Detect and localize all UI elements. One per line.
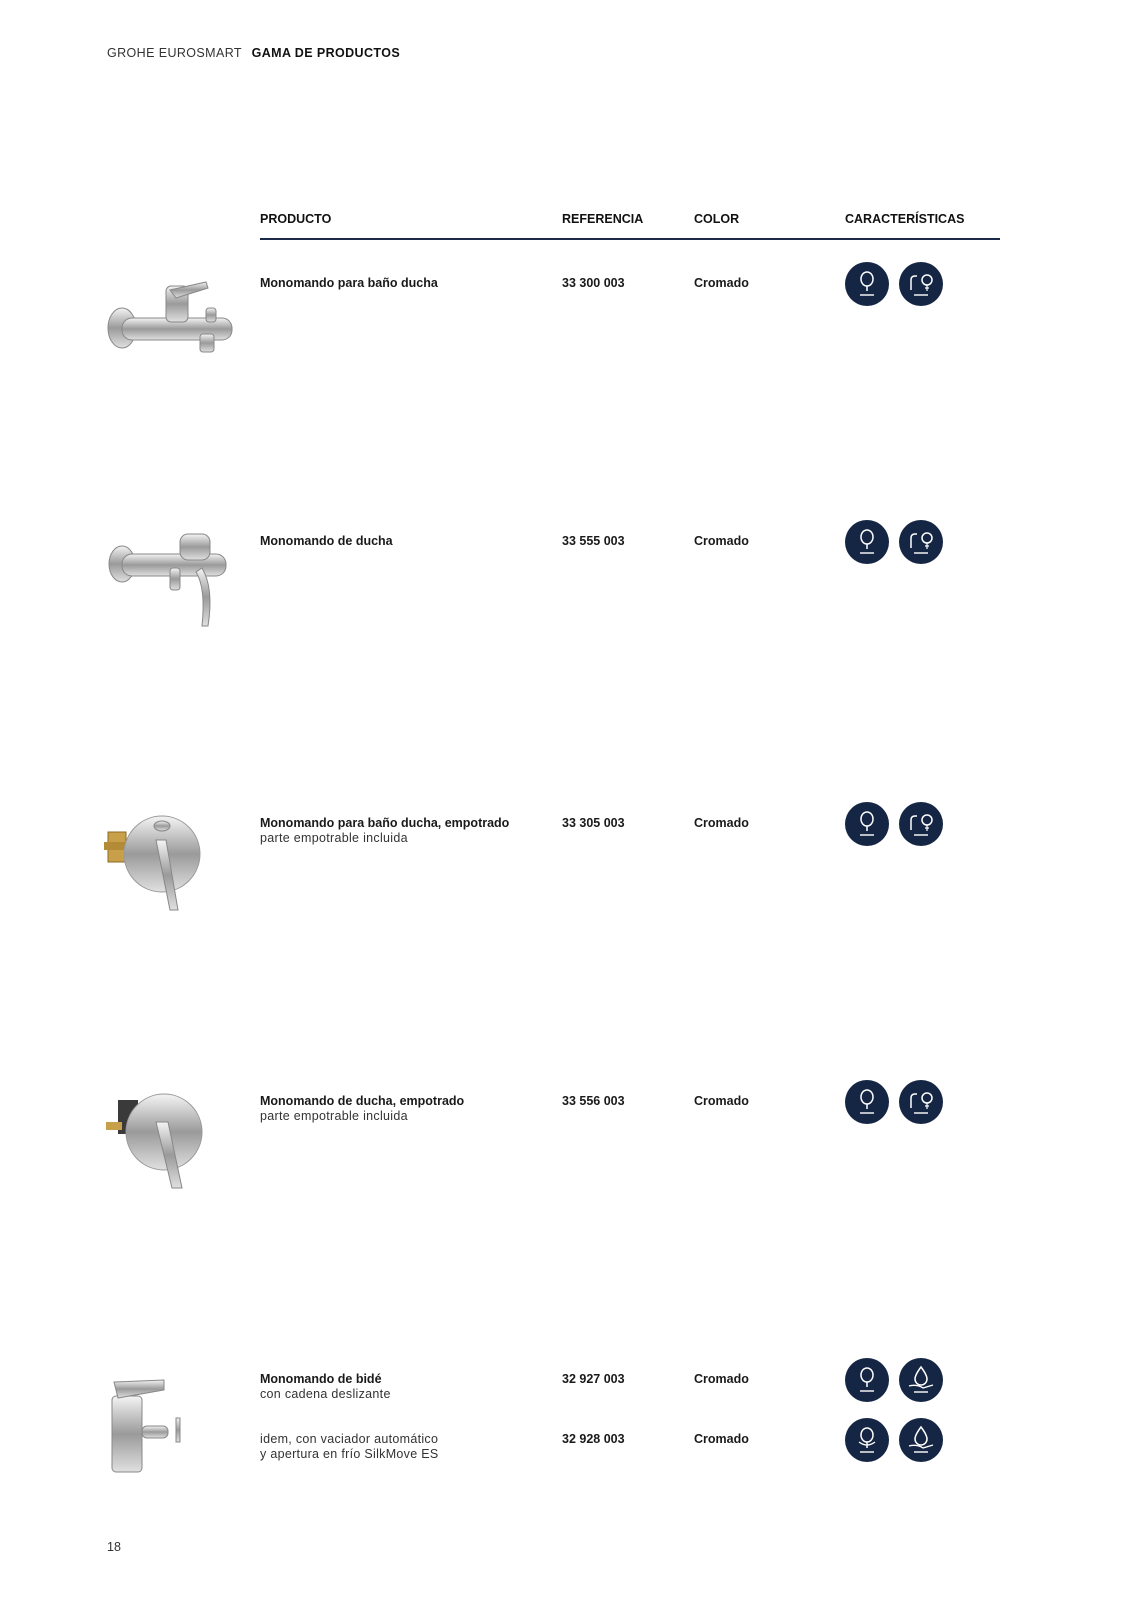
product-color: Cromado [694, 1094, 749, 1108]
water-drop-hand-icon [899, 1358, 943, 1402]
feature-icons [845, 802, 943, 846]
product-ref: 33 305 003 [562, 816, 625, 830]
product-color: Cromado [694, 534, 749, 548]
bidet-mixer-image [104, 1376, 244, 1476]
product-name: idem, con vaciador automático y apertura en frío SilkMove ES [260, 1432, 439, 1461]
table-header [260, 212, 1000, 240]
page-number: 18 [107, 1540, 121, 1554]
feature-icons [845, 262, 943, 306]
col-color: COLOR [694, 212, 740, 226]
product-color: Cromado [694, 1432, 749, 1446]
concealed-shower-mixer-image [104, 1092, 244, 1192]
product-color: Cromado [694, 816, 749, 830]
feature-icons [845, 1080, 943, 1124]
product-color: Cromado [694, 276, 749, 290]
cold-start-icon [845, 1418, 889, 1462]
shower-mixer-image [104, 528, 244, 628]
starlight-chrome-icon [845, 802, 889, 846]
starlight-chrome-icon [845, 1358, 889, 1402]
header-brand: GROHE EUROSMART [107, 46, 242, 60]
product-ref: 32 927 003 [562, 1372, 625, 1386]
product-color: Cromado [694, 1372, 749, 1386]
product-ref: 33 300 003 [562, 276, 625, 290]
col-producto: PRODUCTO [260, 212, 332, 226]
product-name: Monomando para baño ducha, empotrado parte empotrable incluida [260, 816, 510, 845]
product-name: Monomando de ducha, empotrado parte empotrable incluida [260, 1094, 465, 1123]
col-caracteristicas: CARACTERÍSTICAS [845, 212, 965, 226]
feature-icons [845, 1358, 943, 1402]
product-ref: 33 556 003 [562, 1094, 625, 1108]
feature-icons [845, 520, 943, 564]
page-header [107, 46, 400, 60]
ecojoy-mixer-icon [899, 1080, 943, 1124]
starlight-chrome-icon [845, 262, 889, 306]
col-referencia: REFERENCIA [562, 212, 644, 226]
product-name: Monomando de bidé con cadena deslizante [260, 1372, 391, 1401]
product-ref: 32 928 003 [562, 1432, 625, 1446]
concealed-bath-shower-mixer-image [104, 814, 244, 914]
water-drop-hand-icon [899, 1418, 943, 1462]
product-name: Monomando de ducha [260, 534, 393, 548]
product-ref: 33 555 003 [562, 534, 625, 548]
feature-icons [845, 1418, 943, 1462]
product-name: Monomando para baño ducha [260, 276, 438, 290]
starlight-chrome-icon [845, 1080, 889, 1124]
starlight-chrome-icon [845, 520, 889, 564]
header-section: GAMA DE PRODUCTOS [251, 46, 401, 60]
ecojoy-mixer-icon [899, 262, 943, 306]
ecojoy-mixer-icon [899, 802, 943, 846]
ecojoy-mixer-icon [899, 520, 943, 564]
bath-shower-mixer-image [104, 278, 244, 378]
